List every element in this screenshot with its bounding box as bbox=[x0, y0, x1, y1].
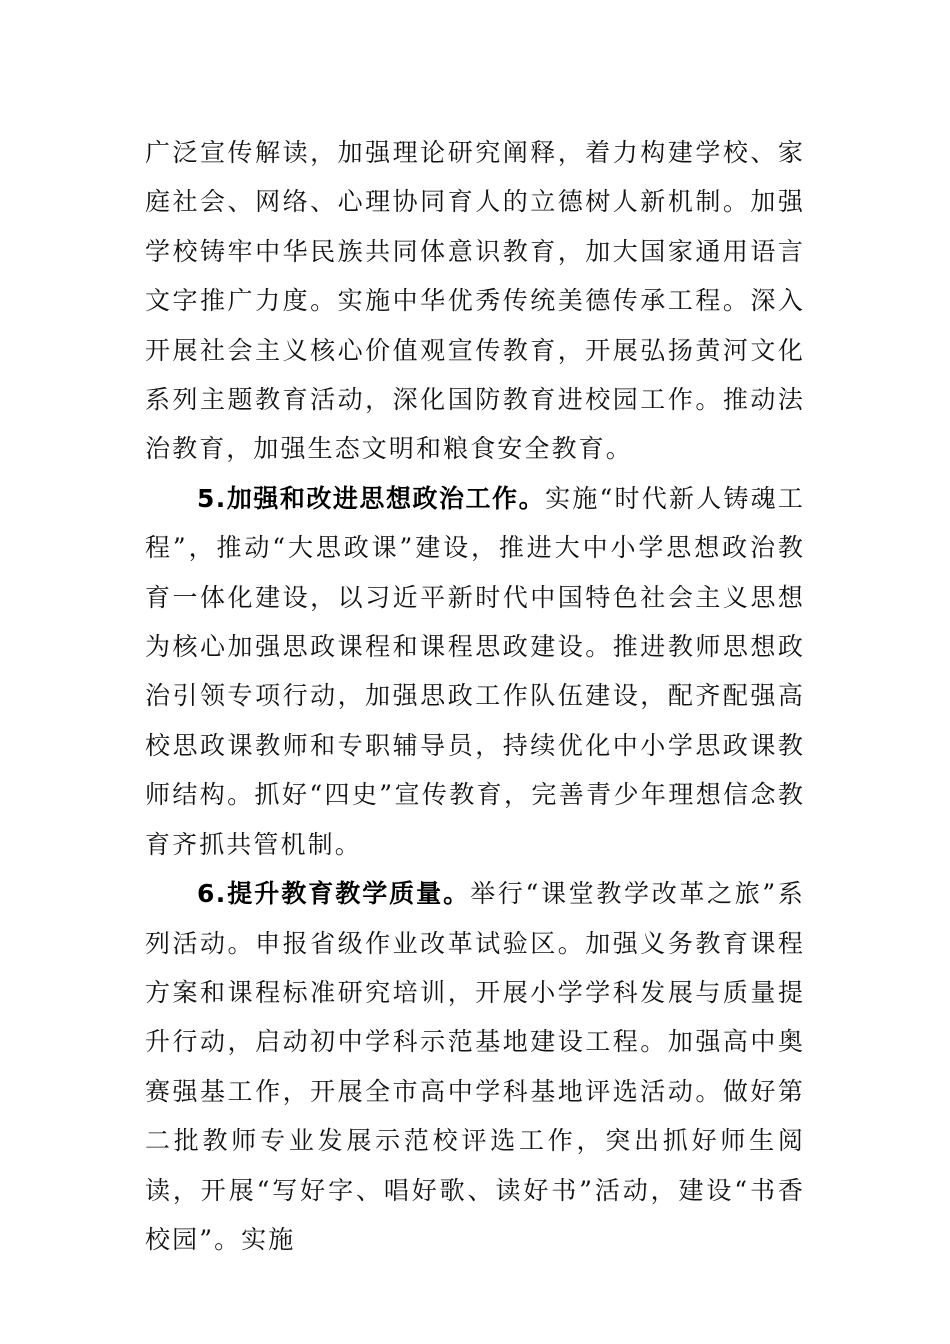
body-text bbox=[145, 128, 805, 1264]
section-heading: 5.加强和改进思想政治工作。 bbox=[197, 483, 546, 513]
paragraph-section-5 bbox=[145, 474, 805, 869]
section-heading: 6.提升教育教学质量。 bbox=[197, 879, 471, 909]
paragraph-section-6 bbox=[145, 869, 805, 1264]
paragraph-body: 举行“课堂教学改革之旅”系列活动。申报省级作业改革试验区。加强义务教育课程方案和课程标准研究培训，开展小学学科发展与质量提升行动，启动初中学科示范基地建设工程。加强高中奥赛强基工作，开展全市高中学科基地评选活动。做好第二批教师专业发展示范校评选工作，突出抓好师生阅读，开展“写好字、唱好歌、读好书”活动，建设“书香校园”。实施 bbox=[145, 879, 805, 1254]
paragraph-body: 实施“时代新人铸魂工程”，推动“大思政课”建设，推进大中小学思想政治教育一体化建设，以习近平新时代中国特色社会主义思想为核心加强思政课程和课程思政建设。推进教师思想政治引领专项行动，加强思政工作队伍建设，配齐配强高校思政课教师和专职辅导员，持续优化中小学思政课教师结构。抓好“四史”宣传教育，完善青少年理想信念教育齐抓共管机制。 bbox=[145, 483, 805, 859]
paragraph-continuation bbox=[145, 128, 805, 474]
paragraph-body: 广泛宣传解读，加强理论研究阐释，着力构建学校、家庭社会、网络、心理协同育人的立德树人新机制。加强学校铸牢中华民族共同体意识教育，加大国家通用语言文字推广力度。实施中华优秀传统美德传承工程。深入开展社会主义核心价值观宣传教育，开展弘扬黄河文化系列主题教育活动，深化国防教育进校园工作。推动法治教育，加强生态文明和粮食安全教育。 bbox=[145, 138, 805, 464]
